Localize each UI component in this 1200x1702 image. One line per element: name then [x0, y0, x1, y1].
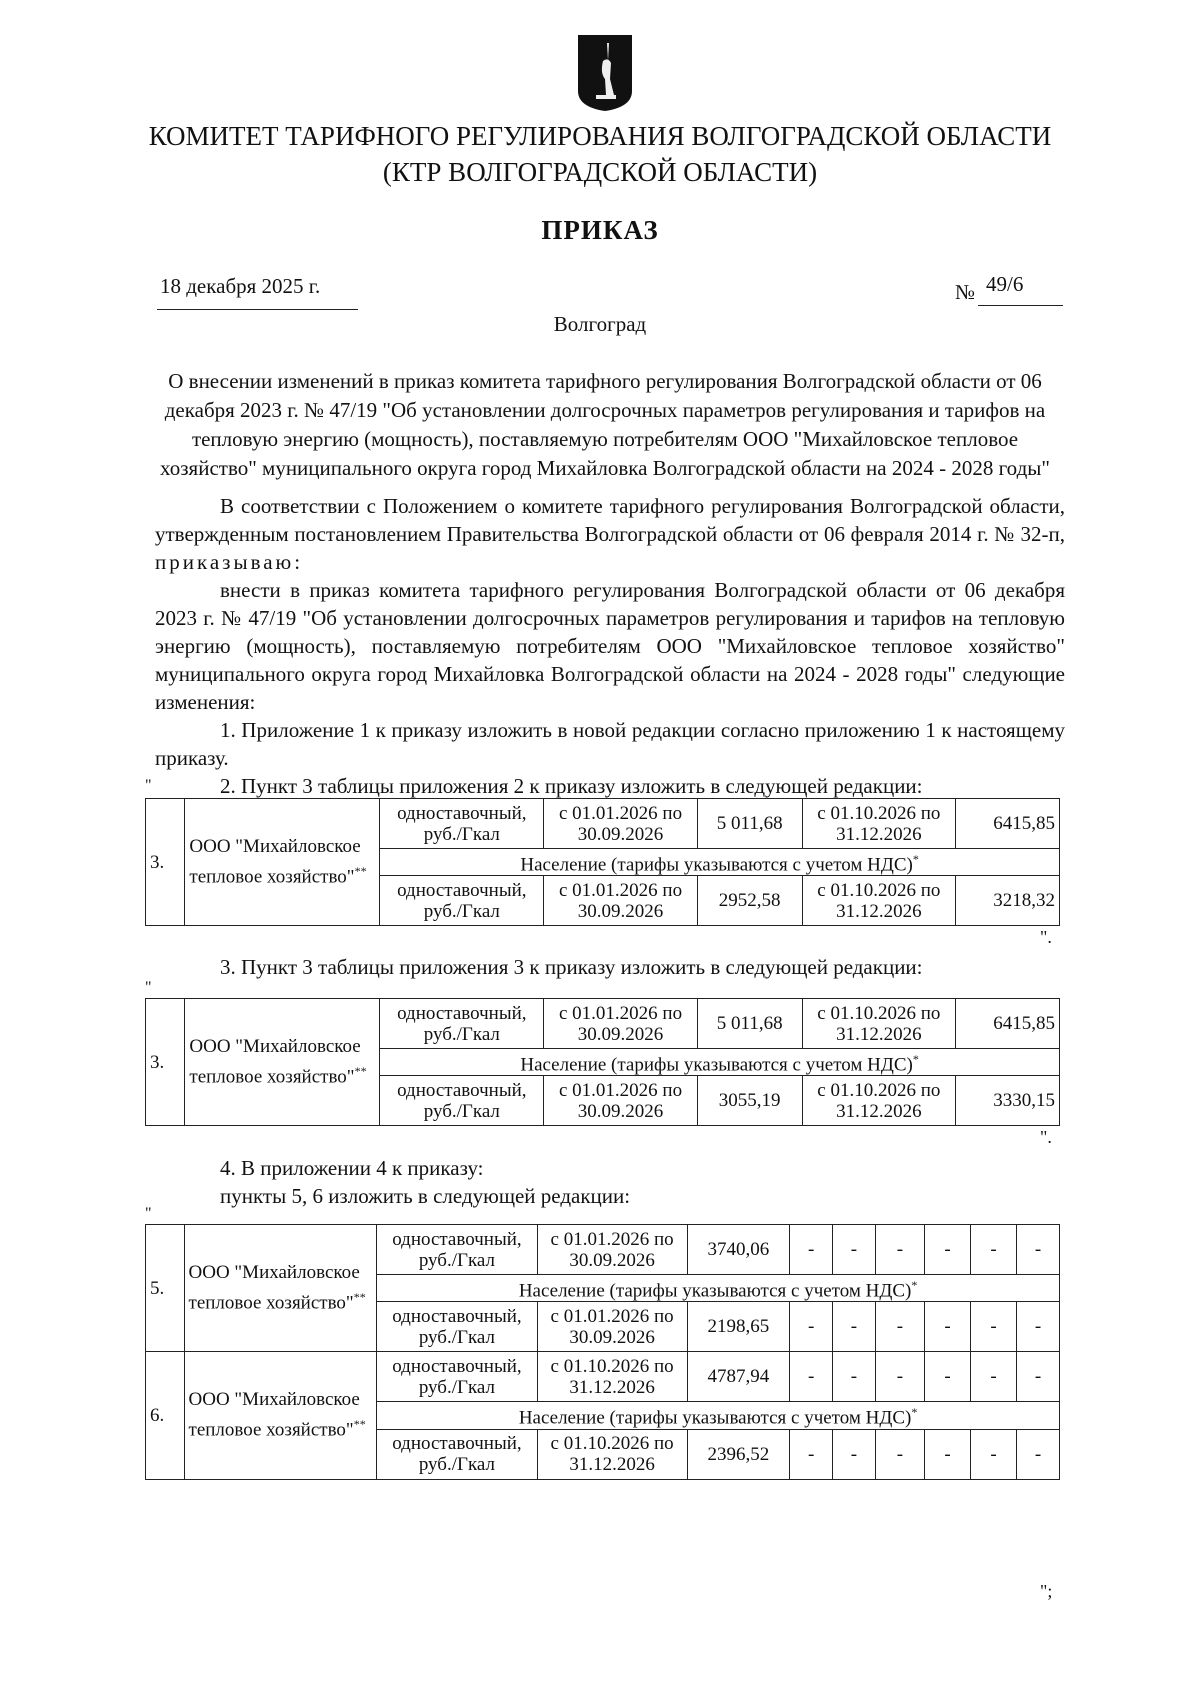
document-city: Волгоград: [553, 312, 647, 336]
quote-open-mark: ": [145, 777, 152, 794]
period-h2: с 01.10.2026 по 31.12.2026: [802, 799, 955, 849]
quote-close-mark: ";: [1040, 1581, 1053, 1601]
value: 4787,94: [687, 1352, 790, 1402]
committee-name: КОМИТЕТ ТАРИФНОГО РЕГУЛИРОВАНИЯ ВОЛГОГРАДСКОЙ ОБЛАСТИ: [148, 121, 1052, 151]
period-h2: с 01.10.2026 по 31.12.2026: [537, 1429, 687, 1479]
table-row: 5. ООО "Михайловское тепловое хозяйство"** одноставочный, руб./Гкал с 01.01.2026 по 30.09.2026 3740,06 - - - - - -: [146, 1225, 1060, 1275]
value-h1: 5 011,68: [697, 999, 802, 1049]
tariff-type: одноставочный, руб./Гкал: [377, 1225, 538, 1275]
number-underline: [978, 305, 1063, 306]
order-word: приказываю:: [155, 550, 304, 574]
organization-cell: ООО "Михайловское тепловое хозяйство"**: [184, 1352, 377, 1479]
period-h2: с 01.10.2026 по 31.12.2026: [802, 876, 955, 926]
item-3: 3. Пункт 3 таблицы приложения 3 к приказу изложить в следующей редакции:: [220, 955, 923, 979]
tariff-type: одноставочный, руб./Гкал: [377, 1352, 538, 1402]
item-2: 2. Пункт 3 таблицы приложения 2 к приказу изложить в следующей редакции:: [220, 774, 923, 798]
document-body: [155, 492, 1065, 800]
table-row: [146, 999, 1060, 1049]
tariff-type: одноставочный, руб./Гкал: [380, 1076, 544, 1126]
table-item-3: [145, 998, 1060, 1126]
table-row: [146, 799, 1060, 849]
value-h1: 2952,58: [697, 876, 802, 926]
volgograd-coat-of-arms-icon: [576, 33, 634, 113]
value-h1: 5 011,68: [697, 799, 802, 849]
tariff-type: одноставочный, руб./Гкал: [380, 876, 544, 926]
organization-cell: ООО "Михайловское тепловое хозяйство"**: [185, 999, 380, 1126]
item-4: 4. В приложении 4 к приказу: пункты 5, 6 изложить в следующей редакции:: [155, 1154, 1065, 1210]
table-row: одноставочный, руб./Гкал с 01.10.2026 по 31.12.2026 2396,52 - - - - - -: [146, 1429, 1060, 1479]
table-item-4: [145, 1224, 1060, 1480]
population-row: Население (тарифы указываются с учетом НДС)*: [380, 1049, 1060, 1076]
item-number: 6.: [146, 1352, 185, 1479]
value: 3740,06: [687, 1225, 790, 1275]
period-h1: с 01.01.2026 по 30.09.2026: [544, 1076, 697, 1126]
organization-cell: ООО "Михайловское тепловое хозяйство"**: [185, 799, 380, 926]
table-row: одноставочный, руб./Гкал с 01.01.2026 по 30.09.2026 2198,65 - - - - - -: [146, 1302, 1060, 1352]
item-1: 1. Приложение 1 к приказу изложить в новой редакции согласно приложению 1 к настоящему приказу.: [155, 718, 1065, 770]
population-row: Население (тарифы указываются с учетом НДС)*: [377, 1402, 1060, 1429]
organization-cell: ООО "Михайловское тепловое хозяйство"**: [184, 1225, 377, 1352]
preamble-paragraph: [155, 492, 1065, 576]
period-h2: с 01.10.2026 по 31.12.2026: [802, 999, 955, 1049]
period-h1: с 01.01.2026 по 30.09.2026: [537, 1225, 687, 1275]
item-number: 5.: [146, 1225, 185, 1352]
item-number: 3.: [146, 799, 185, 926]
document-subject: О внесении изменений в приказ комитета тарифного регулирования Волгоградской области от 06 декабря 2023 г. № 47/19 "Об установлении долгосрочных параметров регулирования и тарифов на тепловую энергию (мощность), поставляемую потребителям ООО "Михайловское тепловое хозяйство" муниципального округа город Михайловка Волгоградской области на 2024 - 2028 годы": [160, 369, 1050, 480]
tariff-type: одноставочный, руб./Гкал: [380, 999, 544, 1049]
quote-close-mark: ".: [1040, 927, 1052, 947]
value-h2: 6415,85: [955, 999, 1059, 1049]
committee-short-name: (КТР ВОЛГОГРАДСКОЙ ОБЛАСТИ): [382, 157, 818, 187]
document-date: 18 декабря 2025 г.: [160, 274, 321, 298]
tariff-type: одноставочный, руб./Гкал: [377, 1302, 538, 1352]
period-h1: с 01.01.2026 по 30.09.2026: [544, 799, 697, 849]
document-number: 49/6: [986, 272, 1024, 296]
quote-open-mark: ": [145, 979, 152, 996]
period-h1: с 01.01.2026 по 30.09.2026: [537, 1302, 687, 1352]
period-h2: с 01.10.2026 по 31.12.2026: [802, 1076, 955, 1126]
table-item-2: [145, 798, 1060, 926]
value: 2198,65: [687, 1302, 790, 1352]
number-sign: №: [955, 280, 976, 304]
document-type: ПРИКАЗ: [541, 215, 659, 245]
quote-open-mark: ": [145, 1205, 152, 1222]
tariff-type: одноставочный, руб./Гкал: [380, 799, 544, 849]
tariff-type: одноставочный, руб./Гкал: [377, 1429, 538, 1479]
preamble-text: В соответствии с Положением о комитете тарифного регулирования Волгоградской области, утвержденным постановлением Правительства Волгоградской области от 06 февраля 2014 г. № 32-п,: [155, 494, 1065, 546]
value-h2: 3218,32: [955, 876, 1059, 926]
period-h1: с 01.01.2026 по 30.09.2026: [544, 999, 697, 1049]
value-h2: 6415,85: [955, 799, 1059, 849]
item-4-subtext: пункты 5, 6 изложить в следующей редакции:: [220, 1184, 631, 1208]
value-h2: 3330,15: [955, 1076, 1059, 1126]
item-number: 3.: [146, 999, 185, 1126]
date-underline: [157, 309, 358, 310]
quote-close-mark: ".: [1040, 1127, 1052, 1147]
value-h1: 3055,19: [697, 1076, 802, 1126]
period-h2: с 01.10.2026 по 31.12.2026: [537, 1352, 687, 1402]
table-row: 6. ООО "Михайловское тепловое хозяйство"** одноставочный, руб./Гкал с 01.10.2026 по 31.12.2026 4787,94 - - - - - -: [146, 1352, 1060, 1402]
value: 2396,52: [687, 1429, 790, 1479]
intro-paragraph: внести в приказ комитета тарифного регулирования Волгоградской области от 06 декабря 2023 г. № 47/19 "Об установлении долгосрочных параметров регулирования и тарифов на тепловую энергию (мощность), поставляемую потребителям ООО "Михайловское тепловое хозяйство" муниципального округа город Михайловка Волгоградской области на 2024 - 2028 годы" следующие изменения:: [155, 578, 1065, 714]
population-row: Население (тарифы указываются с учетом НДС)*: [377, 1275, 1060, 1302]
period-h1: с 01.01.2026 по 30.09.2026: [544, 876, 697, 926]
population-row: Население (тарифы указываются с учетом НДС)*: [380, 849, 1060, 876]
